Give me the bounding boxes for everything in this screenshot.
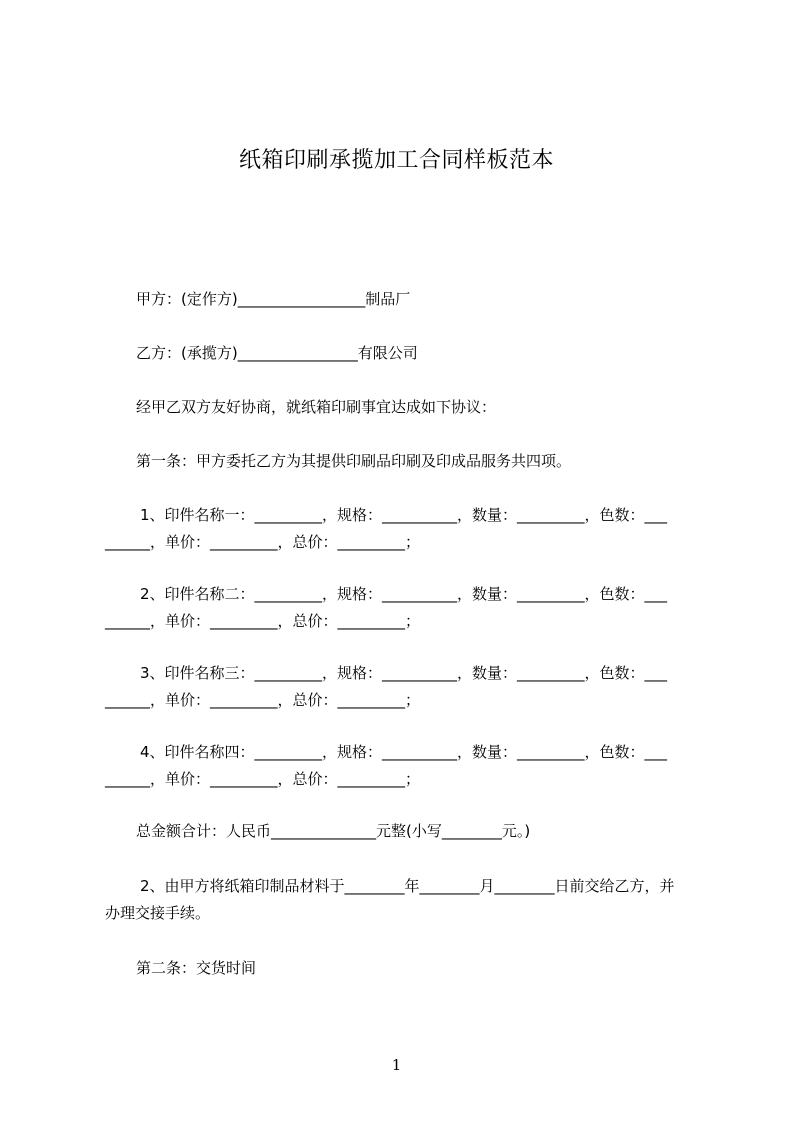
item-3-line-2: ______，单价：_________，总价：_________； xyxy=(105,691,421,709)
document-title: 纸箱印刷承揽加工合同样板范本 xyxy=(238,148,554,173)
item-3-line-1: 3、印件名称三：_________，规格：__________，数量：_________，色数：___ xyxy=(140,664,668,682)
item-4-line-1: 4、印件名称四：_________，规格：__________，数量：_________，色数：___ xyxy=(140,743,668,761)
party-b-line: 乙方：(承揽方)________________有限公司 xyxy=(136,344,418,362)
page-number: 1 xyxy=(391,1056,402,1074)
item-2-line-2: ______，单价：_________，总价：_________； xyxy=(105,612,421,630)
intro-paragraph: 经甲乙双方友好协商，就纸箱印刷事宜达成如下协议： xyxy=(136,398,497,416)
materials-line-1: 2、由甲方将纸箱印制品材料于________年________月________日前交给乙方，并 xyxy=(140,877,675,895)
total-amount-line: 总金额合计：人民币______________元整(小写________元。) xyxy=(136,822,531,840)
party-a-line: 甲方：(定作方)_________________制品厂 xyxy=(136,290,411,308)
item-4-line-2: ______，单价：_________，总价：_________； xyxy=(105,770,421,788)
item-1-line-1: 1、印件名称一：_________，规格：__________，数量：_________，色数：___ xyxy=(140,506,668,524)
article-1-heading: 第一条：甲方委托乙方为其提供印刷品印刷及印成品服务共四项。 xyxy=(136,452,572,470)
article-2-heading: 第二条：交货时间 xyxy=(136,959,257,977)
item-1-line-2: ______，单价：_________，总价：_________； xyxy=(105,533,421,551)
item-2-line-1: 2、印件名称二：_________，规格：__________，数量：_________，色数：___ xyxy=(140,585,668,603)
materials-line-2: 办理交接手续。 xyxy=(105,904,211,922)
